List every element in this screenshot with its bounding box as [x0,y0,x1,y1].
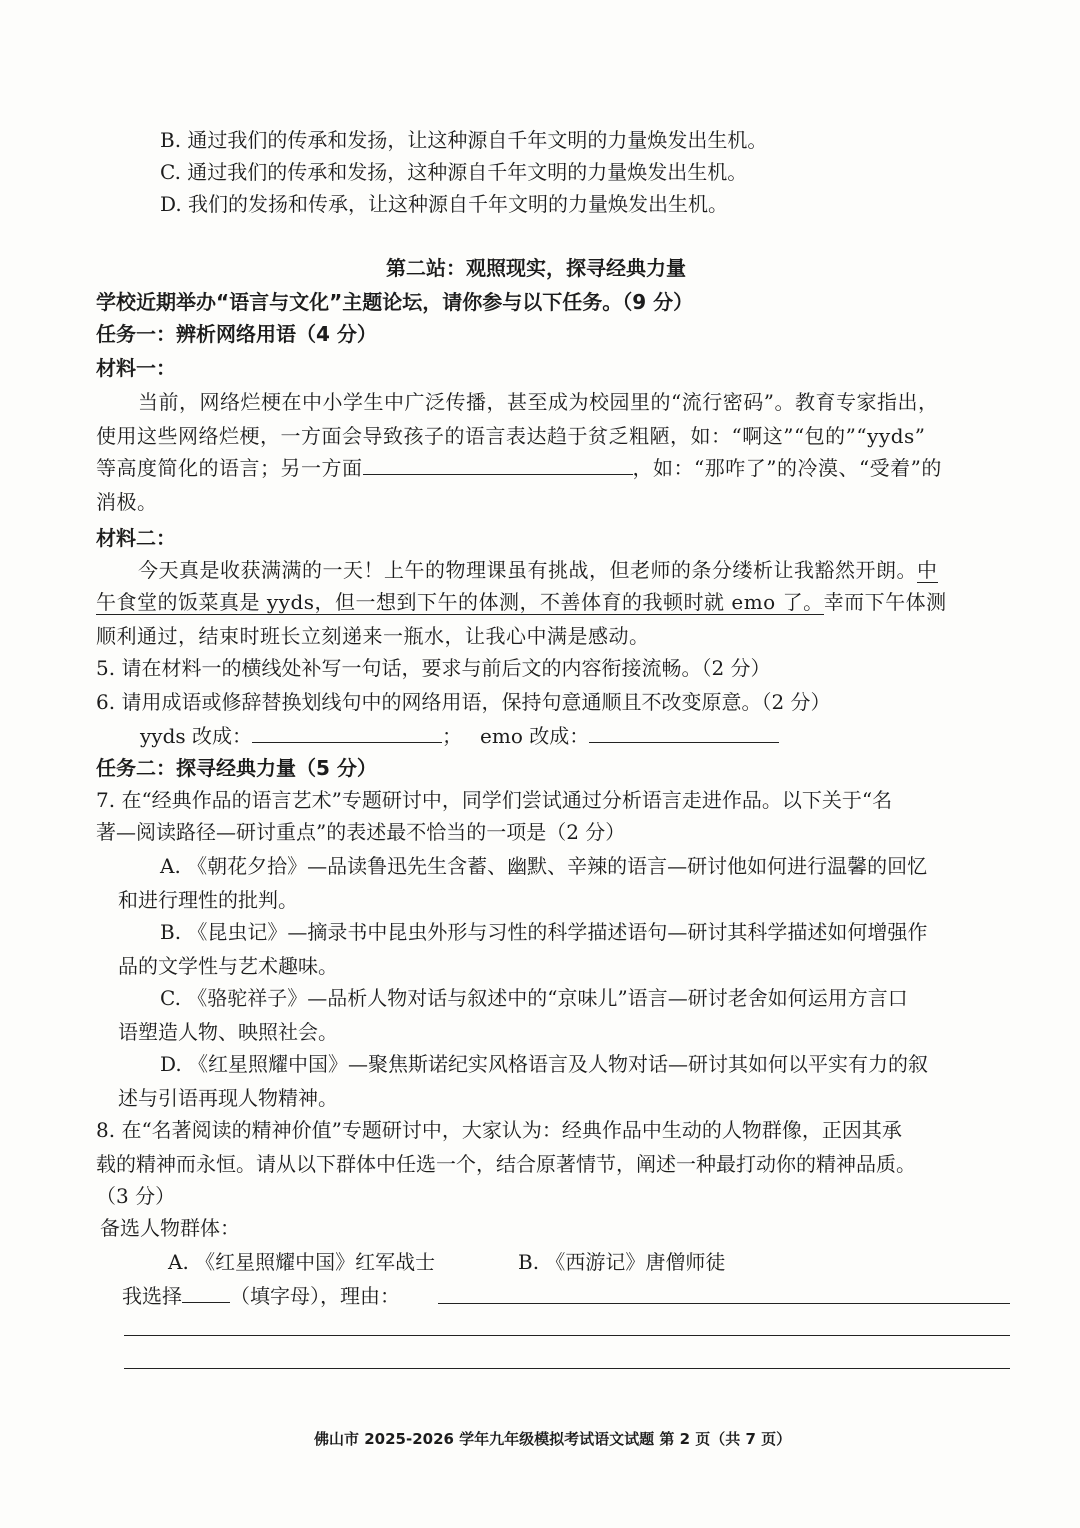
q6-yyds-label: yyds 改成： [140,724,253,748]
material1-label: 材料一： [96,356,176,380]
q7-option-b-1: B. 《昆虫记》—摘录书中昆虫外形与习性的科学描述语句—研讨其科学描述如何增强作 [160,920,928,944]
q8-reason-line-1[interactable] [438,1303,1010,1304]
underlined-sentence-start: 中 [917,558,938,582]
material2-line1 [138,554,938,586]
material1-line3-end: ，如：“那咋了”的冷漠、“受着”的 [632,456,942,480]
page-footer: 佛山市 2025-2026 学年九年级模拟考试语文试题 第 2 页（共 7 页） [314,1430,792,1448]
q6-separator: ； [442,724,463,748]
q6-emo-label: emo 改成： [480,724,590,748]
q8-stem-2: 载的精神而永恒。请从以下群体中任选一个，结合原著情节，阐述一种最打动你的精神品质。 [96,1152,916,1176]
question-6: 6. 请用成语或修辞替换划线句中的网络用语，保持句意通顺且不改变原意。（2 分） [96,690,831,714]
q4-option-b: B. 通过我们的传承和发扬，让这种源自千年文明的力量焕发出生机。 [160,128,768,152]
material1-line2: 使用这些网络烂梗，一方面会导致孩子的语言表达趋于贫乏粗陋，如：“啊这”“包的”“yyds” [96,424,926,448]
q8-stem-1: 8. 在“名著阅读的精神价值”专题研讨中，大家认为：经典作品中生动的人物群像，正因其承 [96,1118,902,1142]
underlined-sentence: 午食堂的饭菜真是 yyds，但一想到下午的体测，不善体育的我顿时就 emo 了。 [96,590,824,614]
q7-option-d-2: 述与引语再现人物精神。 [118,1086,338,1110]
material2-line1-text: 今天真是收获满满的一天！上午的物理课虽有挑战，但老师的条分缕析让我豁然开朗。 [138,558,917,582]
q7-option-a-1: A. 《朝花夕拾》—品读鲁迅先生含蓄、幽默、辛辣的语言—研讨他如何进行温馨的回忆 [160,854,928,878]
material1-blank[interactable] [363,454,633,475]
material1-line4: 消极。 [96,490,158,514]
question-5: 5. 请在材料一的横线处补写一句话，要求与前后文的内容衔接流畅。（2 分） [96,656,771,680]
q6-answer-line [140,720,779,752]
task1-heading: 任务一：辨析网络用语（4 分） [96,322,377,346]
q4-option-d: D. 我们的发扬和传承，让这种源自千年文明的力量焕发出生机。 [160,192,729,216]
q6-emo-blank[interactable] [589,722,779,743]
q8-option-a: A. 《红星照耀中国》红军战士 [168,1250,436,1274]
q7-option-a-2: 和进行理性的批判。 [118,888,298,912]
material2-label: 材料二： [96,526,176,550]
material2-line3: 顺利通过，结束时班长立刻递来一瓶水，让我心中满是感动。 [96,624,650,648]
q8-reason-line-3[interactable] [124,1368,1010,1369]
q8-stem-3: （3 分） [96,1184,176,1208]
q4-option-c: C. 通过我们的传承和发扬，这种源自千年文明的力量焕发出生机。 [160,160,748,184]
material2-line2-text: 幸而下午体测 [823,590,947,614]
q6-yyds-blank[interactable] [252,722,442,743]
q8-candidates-label: 备选人物群体： [100,1216,240,1240]
q8-letter-blank[interactable] [182,1282,230,1303]
q7-option-c-2: 语塑造人物、映照社会。 [118,1020,338,1044]
task2-heading: 任务二：探寻经典力量（5 分） [96,756,377,780]
material2-line2 [96,586,947,618]
material1-line3-start: 等高度简化的语言；另一方面 [96,456,363,480]
q7-stem-2: 著—阅读路径—研讨重点”的表述最不恰当的一项是（2 分） [96,820,626,844]
q8-choice-line [122,1280,400,1312]
q7-option-d-1: D. 《红星照耀中国》—聚焦斯诺纪实风格语言及人物对话—研讨其如何以平实有力的叙 [160,1052,929,1076]
q7-option-c-1: C. 《骆驼祥子》—品析人物对话与叙述中的“京味儿”语言—研讨老舍如何运用方言口 [160,986,908,1010]
q8-choose-label: 我选择 [122,1284,182,1308]
section-intro: 学校近期举办“语言与文化”主题论坛，请你参与以下任务。（9 分） [96,290,694,314]
q8-reason-line-2[interactable] [124,1335,1010,1336]
q8-reason-label: （填字母），理由： [230,1284,400,1308]
material1-line3 [96,452,942,484]
q7-stem-1: 7. 在“经典作品的语言艺术”专题研讨中，同学们尝试通过分析语言走进作品。以下关于“名 [96,788,893,812]
section-title: 第二站：观照现实，探寻经典力量 [386,256,686,280]
material1-line1: 当前，网络烂梗在中小学生中广泛传播，甚至成为校园里的“流行密码”。教育专家指出， [138,390,939,414]
q8-option-b: B. 《西游记》唐僧师徒 [518,1250,726,1274]
q7-option-b-2: 品的文学性与艺术趣味。 [118,954,338,978]
